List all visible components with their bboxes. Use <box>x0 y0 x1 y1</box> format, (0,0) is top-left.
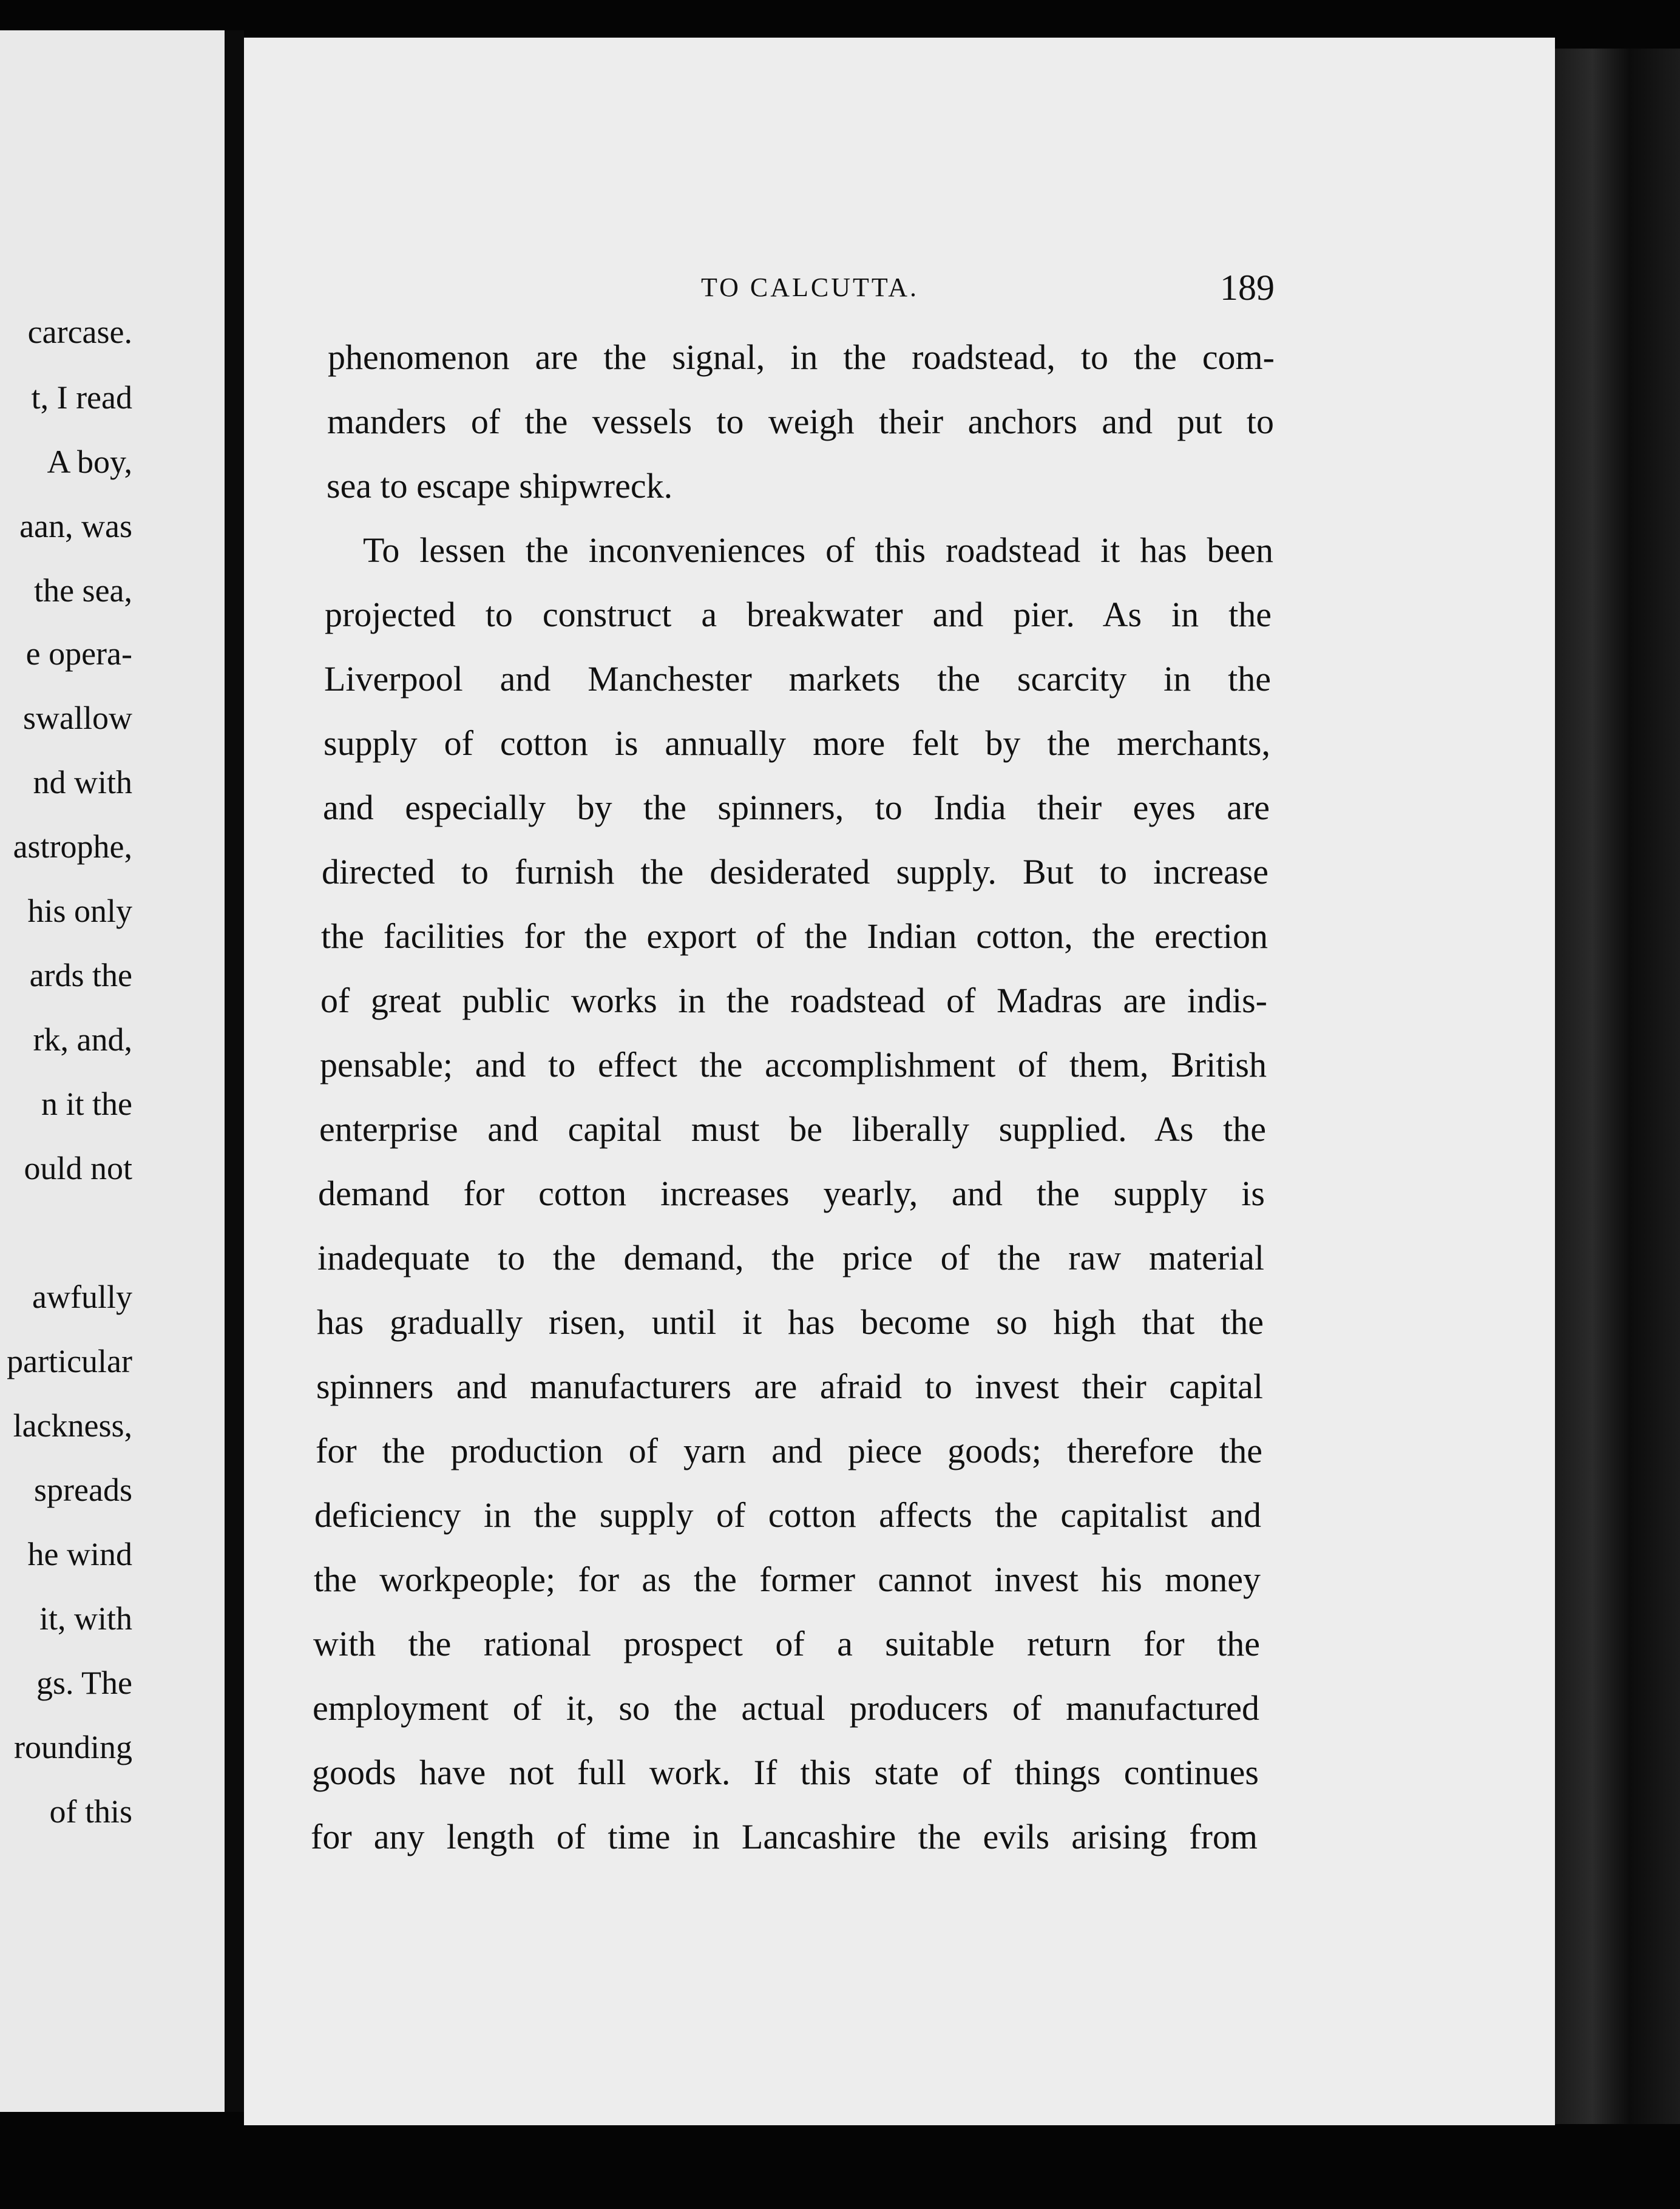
body-line: has gradually risen, until it has become so high that the <box>317 1302 1264 1342</box>
body-line: phenomenon are the signal, in the roadstead, to the com- <box>328 337 1275 377</box>
body-line: for the production of yarn and piece goods; therefore the <box>316 1431 1262 1470</box>
previous-page-line: ards the <box>29 957 132 993</box>
previous-page-line: astrophe, <box>13 828 132 865</box>
body-line: manders of the vessels to weigh their anchors and put to <box>327 402 1274 441</box>
body-line: the facilities for the export of the Indian cotton, the erection <box>321 916 1268 956</box>
body-line: inadequate to the demand, the price of the raw material <box>317 1238 1264 1277</box>
previous-page-line: gs. The <box>36 1665 132 1701</box>
body-line: for any length of time in Lancashire the evils arising from <box>311 1817 1258 1856</box>
previous-page-line: nd with <box>33 764 132 800</box>
body-line: demand for cotton increases yearly, and the supply is <box>318 1174 1265 1213</box>
previous-page-line: his only <box>27 893 132 929</box>
running-head: TO CALCUTTA. <box>701 272 919 302</box>
page-number: 189 <box>1220 268 1275 308</box>
body-line: enterprise and capital must be liberally supplied. As the <box>319 1109 1266 1149</box>
previous-page-line: rounding <box>14 1729 132 1765</box>
body-line: Liverpool and Manchester markets the scarcity in the <box>324 659 1271 699</box>
previous-page-line: carcase. <box>27 314 132 350</box>
previous-page-line: swallow <box>23 700 132 736</box>
previous-page-line: particular <box>7 1343 132 1379</box>
previous-page-line: lackness, <box>13 1407 132 1444</box>
body-line: with the rational prospect of a suitable return for the <box>313 1624 1260 1663</box>
previous-page-fragment <box>0 30 225 2112</box>
body-line: sea to escape shipwreck. <box>327 466 673 506</box>
body-line: of great public works in the roadstead of Madras are indis- <box>320 981 1267 1020</box>
body-line: To lessen the inconveniences of this roadstead it has been <box>363 530 1273 570</box>
previous-page-line: rk, and, <box>33 1021 132 1058</box>
body-line: the workpeople; for as the former cannot invest his money <box>314 1560 1261 1599</box>
body-line: pensable; and to effect the accomplishment of them, British <box>320 1045 1267 1084</box>
previous-page-line: A boy, <box>47 444 132 480</box>
previous-page-line: aan, was <box>19 508 132 544</box>
body-line: supply of cotton is annually more felt by the merchants, <box>323 723 1270 763</box>
previous-page-line: the sea, <box>34 572 132 609</box>
body-line: employment of it, so the actual producers of manufactured <box>313 1688 1259 1728</box>
previous-page-line: e opera- <box>25 635 132 672</box>
previous-page-line: of this <box>49 1793 132 1830</box>
previous-page-line: t, I read <box>31 379 132 416</box>
body-line: deficiency in the supply of cotton affects the capitalist and <box>314 1495 1261 1535</box>
body-line: directed to furnish the desiderated supply. But to increase <box>322 852 1268 891</box>
previous-page-line: ould not <box>24 1150 132 1186</box>
previous-page-line: he wind <box>27 1536 132 1572</box>
body-line: spinners and manufacturers are afraid to invest their capital <box>316 1367 1263 1406</box>
previous-page-line: awfully <box>32 1279 132 1315</box>
previous-page-line: n it the <box>41 1086 132 1122</box>
body-line: and especially by the spinners, to India their eyes are <box>323 788 1270 827</box>
previous-page-line: it, with <box>39 1600 132 1637</box>
body-line: goods have not full work. If this state of things continues <box>312 1753 1259 1792</box>
body-line: projected to construct a breakwater and pier. As in the <box>325 595 1272 634</box>
page-edge-shadow <box>1555 49 1680 2124</box>
previous-page-line: spreads <box>34 1472 132 1508</box>
page-gutter <box>225 30 244 2112</box>
